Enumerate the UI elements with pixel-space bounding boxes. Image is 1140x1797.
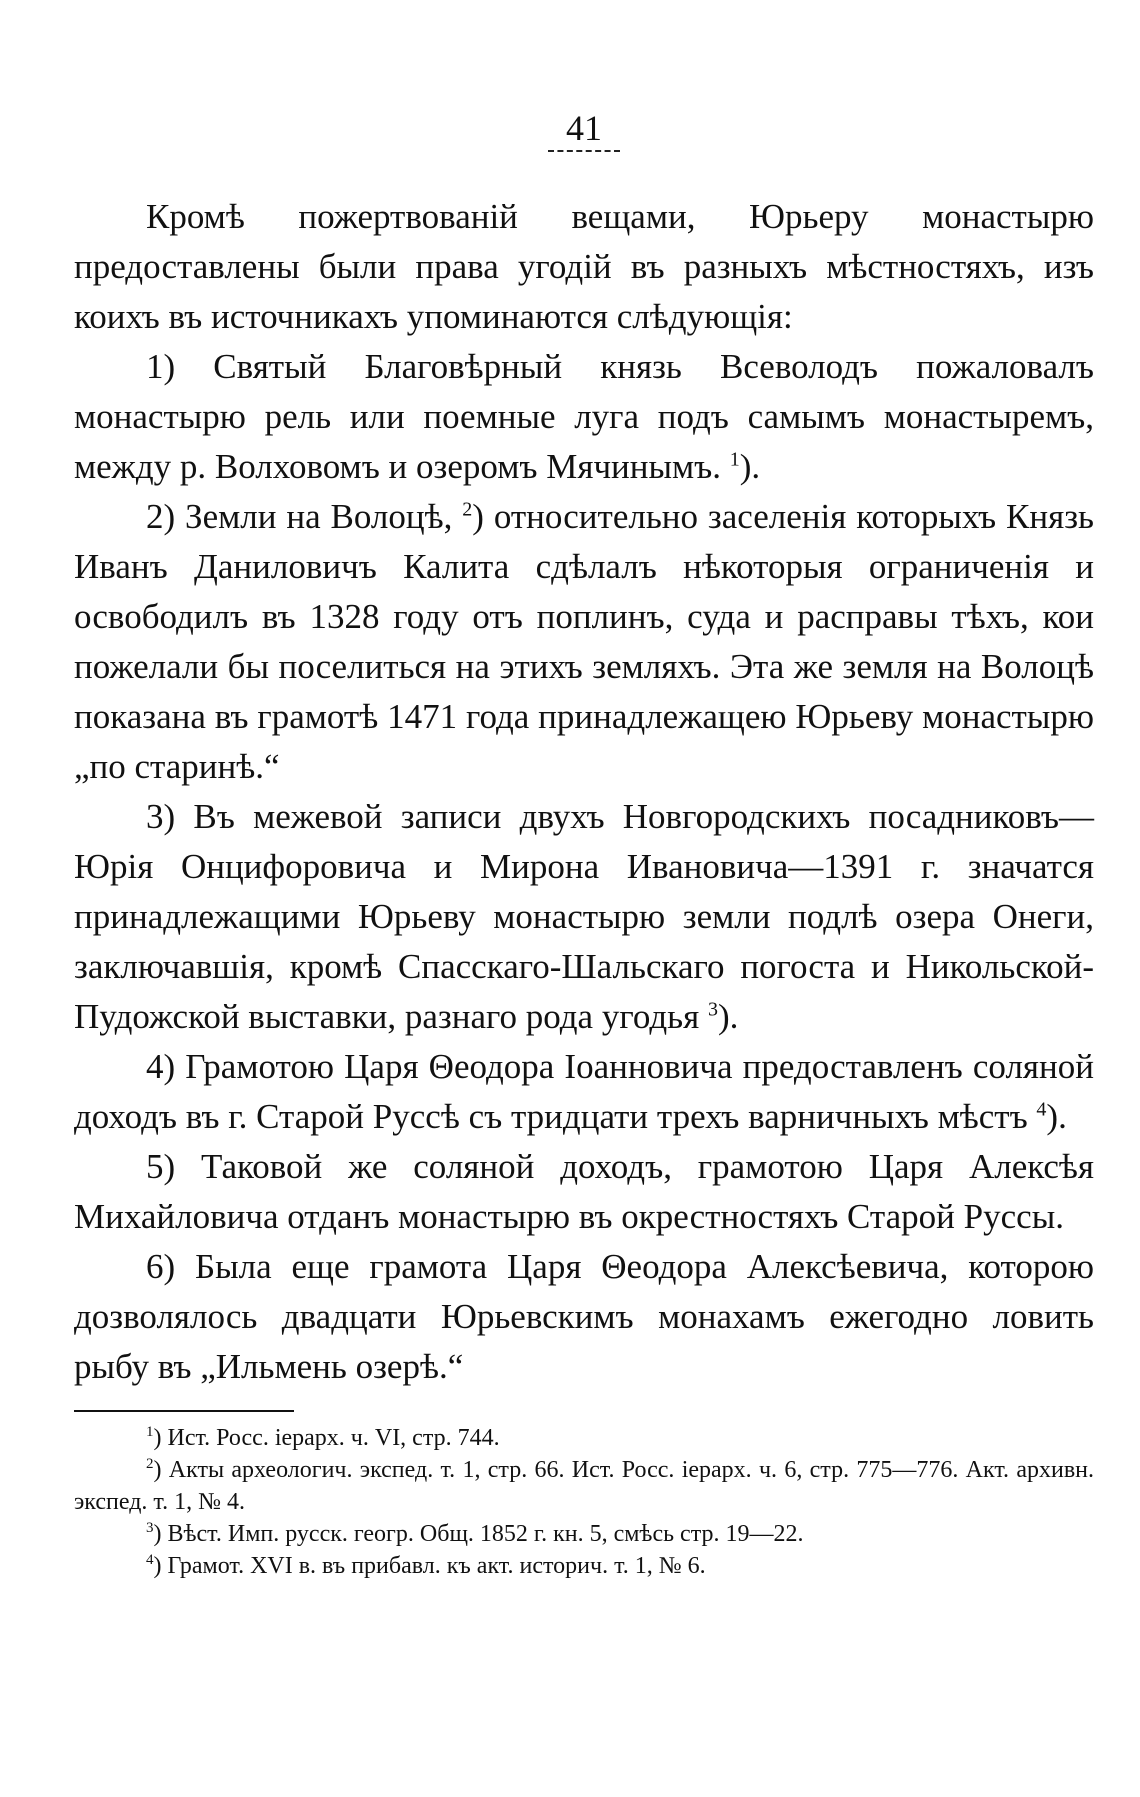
footnotes <box>74 1422 1094 1582</box>
list-item: 1) Святый Благовѣрный князь Всеволодъ пожаловалъ монастырю рель или поемные луга подъ самымъ монастыремъ, между р. Волховомъ и озеромъ Мячинымъ. $^1$). <box>74 347 1094 486</box>
body-text <box>74 192 1094 1392</box>
list-item: 3) Въ межевой записи двухъ Новгородскихъ посадниковъ—Юрія Онцифоровича и Мирона Ивановича—1391 г. значатся принадлежащими Юрьеву монастырю земли подлѣ озера Онеги, заключавшія, кромѣ Спасскаго-Шальскаго погоста и Никольской-Пудожской выставки, разнаго рода угодья $^3$). <box>74 797 1094 1036</box>
page-number: 41 <box>74 108 1094 152</box>
footnote: $^4$) Грамот. XVI в. въ прибавл. къ акт. историч. т. 1, № 6. <box>146 1552 706 1579</box>
list-item: 4) Грамотою Царя Θеодора Іоанновича предоставленъ соляной доходъ въ г. Старой Руссѣ съ тридцати трехъ варничныхъ мѣстъ $^4$). <box>74 1047 1094 1136</box>
footnote: $^1$) Ист. Росс. іерарх. ч. VI, стр. 744. <box>146 1424 500 1451</box>
footnote-ref: 3 <box>707 998 718 1021</box>
list-item: 2) Земли на Волоцѣ, $^2$) относительно заселенія которыхъ Князь Иванъ Даниловичъ Калита сдѣлалъ нѣкоторыя ограниченія и освободилъ въ 1328 году отъ поплинъ, суда и расправы тѣхъ, кои пожелали бы поселиться на этихъ земляхъ. Эта же земля на Волоцѣ показана въ грамотѣ 1471 года принадлежащею Юрьеву монастырю „по старинѣ.“ <box>74 497 1094 786</box>
list-item: 5) Таковой же соляной доходъ, грамотою Царя Алексѣя Михайловича отданъ монастырю въ окрестностяхъ Старой Руссы. <box>74 1147 1094 1236</box>
footnote-ref: 1 <box>729 448 740 471</box>
footnote: $^2$) Акты археологич. экспед. т. 1, стр. 66. Ист. Росс. іерарх. ч. 6, стр. 775—776. Акт. архивн. экспед. т. 1, № 4. <box>74 1456 1094 1515</box>
footnote-ref: 4 <box>1036 1098 1047 1121</box>
intro-paragraph: Кромѣ пожертвованій вещами, Юрьеру монастырю предоставлены были права угодій въ разныхъ мѣстностяхъ, изъ коихъ въ источникахъ упоминаются слѣдующія: <box>74 197 1094 336</box>
list-item: 6) Была еще грамота Царя Θеодора Алексѣевича, которою дозволялось двадцати Юрьевскимъ монахамъ ежегодно ловить рыбу въ „Ильмень озерѣ.“ <box>74 1247 1094 1386</box>
footnote-ref: 2 <box>462 498 473 521</box>
footnote-separator <box>74 1410 294 1412</box>
document-page <box>74 108 1094 1582</box>
footnote: $^3$) Вѣст. Имп. русск. геогр. Общ. 1852 г. кн. 5, смѣсь стр. 19—22. <box>146 1520 804 1547</box>
